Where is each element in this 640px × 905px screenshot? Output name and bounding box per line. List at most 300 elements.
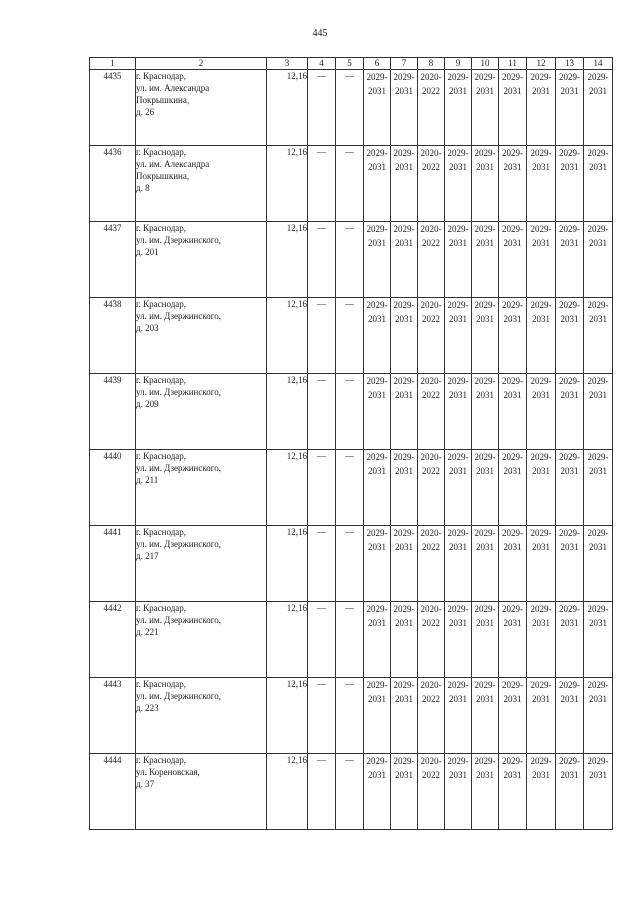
period-end: 2031	[368, 390, 386, 400]
dash-cell: —	[308, 298, 336, 374]
period-cell	[364, 602, 391, 678]
period-cell	[499, 526, 527, 602]
period-start: 2029-	[559, 680, 580, 690]
address-line: г. Краснодар,	[136, 755, 187, 765]
period-cell	[499, 678, 527, 754]
table-row	[90, 450, 613, 526]
period-cell	[418, 678, 445, 754]
period-start: 2029-	[530, 452, 552, 462]
dash-cell: —	[308, 602, 336, 678]
table-row	[90, 374, 613, 450]
period-cell	[418, 70, 445, 146]
address-cell	[136, 602, 267, 678]
address-line: г. Краснодар,	[136, 71, 187, 81]
period-end: 2031	[560, 390, 579, 400]
period-end: 2031	[503, 466, 522, 476]
dash-cell: —	[336, 450, 364, 526]
period-end: 2031	[476, 694, 494, 704]
period-cell	[499, 602, 527, 678]
period-start: 2029-	[502, 300, 523, 310]
period-start: 2029-	[530, 148, 552, 158]
row-number: 4436	[90, 146, 136, 222]
period-start: 2029-	[447, 604, 469, 614]
period-cell	[445, 526, 472, 602]
period-end: 2031	[532, 466, 550, 476]
address-cell	[136, 146, 267, 222]
period-start: 2029-	[447, 528, 469, 538]
dash-cell: —	[308, 70, 336, 146]
period-end: 2031	[532, 314, 550, 324]
period-end: 2031	[560, 238, 579, 248]
value-cell: 12,16	[267, 298, 308, 374]
column-header: 2	[136, 58, 267, 70]
period-start: 2029-	[474, 376, 496, 386]
period-end: 2031	[368, 618, 386, 628]
period-cell	[527, 754, 556, 830]
value-cell: 12,16	[267, 222, 308, 298]
period-start: 2029-	[366, 528, 388, 538]
period-start: 2029-	[474, 452, 496, 462]
period-end: 2022	[422, 86, 440, 96]
period-end: 2022	[422, 694, 440, 704]
period-cell	[445, 602, 472, 678]
period-end: 2031	[395, 86, 413, 96]
address-line: д. 37	[136, 779, 155, 789]
period-start: 2029-	[474, 680, 496, 690]
period-cell	[472, 526, 499, 602]
period-end: 2031	[476, 162, 494, 172]
period-cell	[499, 754, 527, 830]
period-start: 2029-	[587, 756, 609, 766]
period-cell	[499, 374, 527, 450]
table-row	[90, 146, 613, 222]
period-end: 2022	[422, 162, 440, 172]
period-cell	[391, 298, 418, 374]
period-start: 2029-	[447, 452, 469, 462]
period-start: 2020-	[420, 680, 442, 690]
address-cell	[136, 374, 267, 450]
period-end: 2031	[589, 390, 607, 400]
column-header: 11	[499, 58, 527, 70]
period-cell	[472, 222, 499, 298]
dash-cell: —	[308, 754, 336, 830]
row-number: 4444	[90, 754, 136, 830]
period-end: 2031	[368, 694, 386, 704]
address-line: г. Краснодар,	[136, 679, 187, 689]
period-end: 2031	[476, 86, 494, 96]
period-start: 2020-	[420, 148, 442, 158]
period-cell	[364, 146, 391, 222]
period-end: 2031	[589, 162, 607, 172]
dash-cell: —	[308, 146, 336, 222]
period-cell	[527, 526, 556, 602]
value-cell: 12,16	[267, 146, 308, 222]
period-start: 2029-	[587, 680, 609, 690]
period-end: 2031	[368, 86, 386, 96]
period-start: 2029-	[587, 148, 609, 158]
column-header: 14	[584, 58, 613, 70]
table-row	[90, 754, 613, 830]
period-cell	[418, 374, 445, 450]
period-cell	[472, 450, 499, 526]
row-number: 4437	[90, 222, 136, 298]
column-header: 1	[90, 58, 136, 70]
period-cell	[418, 754, 445, 830]
period-cell	[527, 450, 556, 526]
dash-cell: —	[308, 526, 336, 602]
period-start: 2029-	[502, 72, 523, 82]
row-number: 4439	[90, 374, 136, 450]
column-header: 9	[445, 58, 472, 70]
period-cell	[499, 298, 527, 374]
period-cell	[584, 450, 613, 526]
address-cell	[136, 70, 267, 146]
period-start: 2029-	[366, 148, 388, 158]
period-start: 2029-	[530, 756, 552, 766]
column-header: 12	[527, 58, 556, 70]
period-end: 2031	[368, 542, 386, 552]
period-end: 2031	[560, 162, 579, 172]
value-cell: 12,16	[267, 602, 308, 678]
period-start: 2029-	[587, 452, 609, 462]
period-start: 2020-	[420, 376, 442, 386]
value-cell: 12,16	[267, 450, 308, 526]
row-number: 4440	[90, 450, 136, 526]
period-cell	[584, 526, 613, 602]
period-start: 2029-	[587, 376, 609, 386]
period-start: 2029-	[502, 452, 523, 462]
period-cell	[584, 146, 613, 222]
period-end: 2031	[503, 694, 522, 704]
period-cell	[499, 450, 527, 526]
period-start: 2029-	[587, 224, 609, 234]
dash-cell: —	[336, 754, 364, 830]
period-end: 2031	[476, 542, 494, 552]
period-end: 2031	[395, 238, 413, 248]
period-end: 2031	[449, 694, 467, 704]
period-cell	[584, 602, 613, 678]
period-end: 2031	[395, 770, 413, 780]
period-end: 2031	[368, 466, 386, 476]
period-start: 2029-	[502, 604, 523, 614]
period-cell	[556, 70, 584, 146]
period-end: 2031	[532, 238, 550, 248]
period-end: 2031	[449, 466, 467, 476]
address-cell	[136, 222, 267, 298]
value-cell: 12,16	[267, 526, 308, 602]
period-start: 2029-	[474, 528, 496, 538]
period-end: 2031	[503, 86, 522, 96]
address-cell	[136, 754, 267, 830]
period-start: 2029-	[502, 148, 523, 158]
period-start: 2029-	[559, 224, 580, 234]
period-start: 2029-	[559, 452, 580, 462]
period-end: 2031	[589, 542, 607, 552]
period-cell	[472, 374, 499, 450]
period-cell	[472, 678, 499, 754]
column-header: 10	[472, 58, 499, 70]
period-end: 2031	[532, 86, 550, 96]
period-cell	[556, 678, 584, 754]
period-start: 2029-	[559, 604, 580, 614]
period-start: 2029-	[393, 452, 415, 462]
period-end: 2031	[476, 390, 494, 400]
period-cell	[391, 374, 418, 450]
value-cell: 12,16	[267, 754, 308, 830]
period-end: 2031	[503, 162, 522, 172]
period-start: 2029-	[447, 224, 469, 234]
period-cell	[364, 678, 391, 754]
period-end: 2031	[395, 162, 413, 172]
period-start: 2029-	[502, 528, 523, 538]
period-start: 2029-	[559, 376, 580, 386]
period-end: 2031	[395, 542, 413, 552]
period-start: 2029-	[502, 756, 523, 766]
address-line: ул. им. Дзержинского,	[136, 311, 221, 321]
period-start: 2029-	[366, 72, 388, 82]
period-cell	[391, 526, 418, 602]
column-header: 3	[267, 58, 308, 70]
table-row	[90, 526, 613, 602]
period-start: 2029-	[447, 756, 469, 766]
row-number: 4435	[90, 70, 136, 146]
period-end: 2031	[503, 238, 522, 248]
address-line: г. Краснодар,	[136, 375, 187, 385]
period-start: 2020-	[420, 452, 442, 462]
period-start: 2029-	[393, 148, 415, 158]
page-number: 445	[312, 28, 328, 39]
period-start: 2029-	[559, 756, 580, 766]
period-start: 2029-	[366, 224, 388, 234]
period-cell	[364, 222, 391, 298]
period-cell	[445, 222, 472, 298]
period-cell	[584, 374, 613, 450]
table-row	[90, 602, 613, 678]
address-line: г. Краснодар,	[136, 527, 187, 537]
period-start: 2029-	[393, 604, 415, 614]
period-cell	[472, 602, 499, 678]
period-start: 2029-	[530, 528, 552, 538]
address-cell	[136, 450, 267, 526]
dash-cell: —	[336, 602, 364, 678]
value-cell: 12,16	[267, 70, 308, 146]
address-line: г. Краснодар,	[136, 223, 187, 233]
period-start: 2029-	[393, 224, 415, 234]
period-end: 2031	[589, 694, 607, 704]
address-line: ул. им. Дзержинского,	[136, 235, 221, 245]
dash-cell: —	[308, 222, 336, 298]
period-start: 2029-	[587, 72, 609, 82]
period-start: 2029-	[474, 604, 496, 614]
period-end: 2031	[560, 314, 579, 324]
period-start: 2029-	[502, 224, 523, 234]
address-line: ул. Кореновская,	[136, 767, 200, 777]
period-end: 2031	[476, 238, 494, 248]
period-cell	[499, 70, 527, 146]
row-number: 4438	[90, 298, 136, 374]
period-end: 2031	[589, 618, 607, 628]
period-cell	[584, 754, 613, 830]
period-end: 2031	[589, 86, 607, 96]
dash-cell: —	[336, 374, 364, 450]
address-line: ул. им. Дзержинского,	[136, 387, 221, 397]
period-cell	[391, 602, 418, 678]
period-end: 2031	[449, 390, 467, 400]
period-cell	[499, 222, 527, 298]
address-line: д. 221	[136, 627, 159, 637]
header-row	[90, 58, 613, 70]
period-end: 2031	[395, 314, 413, 324]
period-end: 2031	[368, 770, 386, 780]
period-start: 2029-	[587, 528, 609, 538]
period-end: 2031	[449, 162, 467, 172]
period-end: 2031	[503, 390, 522, 400]
column-header: 13	[556, 58, 584, 70]
period-cell	[556, 146, 584, 222]
table-row	[90, 70, 613, 146]
dash-cell: —	[336, 298, 364, 374]
period-end: 2031	[395, 466, 413, 476]
address-line: Покрышкина,	[136, 171, 190, 181]
period-start: 2029-	[393, 756, 415, 766]
period-cell	[584, 298, 613, 374]
address-line: ул. им. Дзержинского,	[136, 691, 221, 701]
period-start: 2029-	[366, 452, 388, 462]
period-end: 2031	[589, 770, 607, 780]
period-start: 2029-	[530, 680, 552, 690]
period-start: 2029-	[366, 604, 388, 614]
period-start: 2020-	[420, 300, 442, 310]
period-end: 2022	[422, 238, 440, 248]
period-end: 2031	[503, 542, 522, 552]
period-end: 2031	[532, 162, 550, 172]
period-start: 2029-	[393, 680, 415, 690]
period-cell	[418, 602, 445, 678]
address-line: д. 8	[136, 183, 150, 193]
period-cell	[472, 146, 499, 222]
period-cell	[527, 602, 556, 678]
period-end: 2031	[532, 694, 550, 704]
address-line: ул. им. Дзержинского,	[136, 615, 221, 625]
period-start: 2029-	[474, 300, 496, 310]
period-start: 2029-	[393, 376, 415, 386]
period-start: 2029-	[530, 224, 552, 234]
period-cell	[391, 146, 418, 222]
period-start: 2029-	[447, 300, 469, 310]
row-number: 4442	[90, 602, 136, 678]
period-end: 2031	[503, 314, 522, 324]
column-header: 8	[418, 58, 445, 70]
table-body	[90, 70, 613, 830]
period-cell	[527, 678, 556, 754]
period-end: 2031	[589, 314, 607, 324]
period-start: 2029-	[447, 72, 469, 82]
period-end: 2031	[395, 618, 413, 628]
address-line: Покрышкина,	[136, 95, 190, 105]
period-cell	[445, 754, 472, 830]
period-end: 2022	[422, 618, 440, 628]
period-cell	[364, 298, 391, 374]
address-line: д. 201	[136, 247, 159, 257]
period-start: 2029-	[474, 756, 496, 766]
period-cell	[364, 754, 391, 830]
address-line: д. 217	[136, 551, 159, 561]
period-start: 2020-	[420, 756, 442, 766]
period-start: 2029-	[587, 604, 609, 614]
period-end: 2031	[395, 390, 413, 400]
period-start: 2029-	[366, 376, 388, 386]
period-end: 2031	[476, 770, 494, 780]
address-cell	[136, 298, 267, 374]
period-cell	[584, 70, 613, 146]
period-cell	[418, 526, 445, 602]
dash-cell: —	[336, 678, 364, 754]
period-end: 2022	[422, 390, 440, 400]
address-line: д. 26	[136, 107, 155, 117]
period-start: 2029-	[474, 72, 496, 82]
period-cell	[418, 222, 445, 298]
period-start: 2029-	[530, 300, 552, 310]
period-start: 2029-	[587, 300, 609, 310]
period-end: 2031	[395, 694, 413, 704]
period-end: 2031	[560, 542, 579, 552]
address-line: ул. им. Александра	[136, 159, 210, 169]
period-end: 2022	[422, 466, 440, 476]
period-cell	[527, 70, 556, 146]
period-cell	[391, 450, 418, 526]
period-start: 2029-	[447, 680, 469, 690]
period-cell	[445, 374, 472, 450]
period-start: 2029-	[393, 528, 415, 538]
address-line: г. Краснодар,	[136, 603, 187, 613]
period-start: 2029-	[530, 604, 552, 614]
row-number: 4441	[90, 526, 136, 602]
period-end: 2031	[560, 86, 579, 96]
period-cell	[445, 70, 472, 146]
period-cell	[556, 374, 584, 450]
period-start: 2029-	[474, 224, 496, 234]
period-end: 2031	[532, 542, 550, 552]
period-cell	[556, 450, 584, 526]
dash-cell: —	[336, 70, 364, 146]
value-cell: 12,16	[267, 374, 308, 450]
period-cell	[556, 526, 584, 602]
period-start: 2029-	[393, 72, 415, 82]
address-line: д. 223	[136, 703, 159, 713]
period-cell	[556, 298, 584, 374]
period-end: 2031	[449, 618, 467, 628]
period-end: 2031	[368, 314, 386, 324]
period-end: 2031	[532, 390, 550, 400]
period-cell	[391, 222, 418, 298]
period-cell	[527, 298, 556, 374]
period-end: 2022	[422, 542, 440, 552]
period-start: 2020-	[420, 528, 442, 538]
period-start: 2029-	[366, 756, 388, 766]
dash-cell: —	[308, 374, 336, 450]
period-start: 2029-	[559, 72, 580, 82]
period-end: 2031	[532, 618, 550, 628]
period-start: 2029-	[366, 680, 388, 690]
period-start: 2020-	[420, 604, 442, 614]
period-end: 2022	[422, 770, 440, 780]
period-start: 2029-	[559, 148, 580, 158]
address-line: ул. им. Дзержинского,	[136, 539, 221, 549]
period-end: 2031	[560, 694, 579, 704]
column-header: 5	[336, 58, 364, 70]
period-start: 2029-	[474, 148, 496, 158]
period-cell	[527, 222, 556, 298]
